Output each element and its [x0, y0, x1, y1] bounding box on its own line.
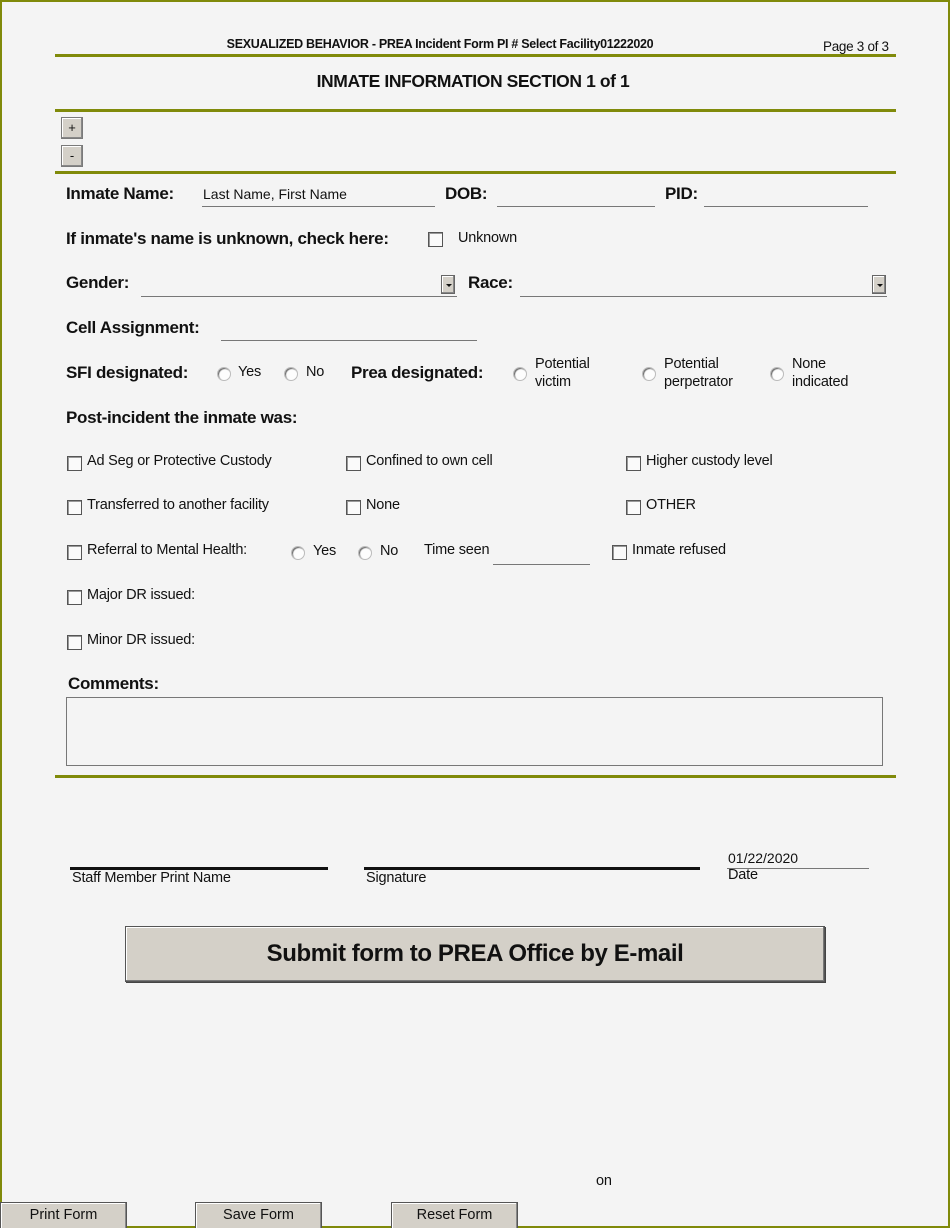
- time-seen-input[interactable]: [493, 544, 590, 564]
- referral-no-label: No: [380, 543, 399, 559]
- footer-on-text: on: [596, 1173, 612, 1189]
- section-title: INMATE INFORMATION SECTION 1 of 1: [316, 71, 630, 91]
- confined-own-cell-checkbox[interactable]: [346, 456, 361, 471]
- higher-custody-label: Higher custody level: [646, 453, 773, 469]
- other-checkbox[interactable]: [626, 500, 641, 515]
- section-divider-top: [55, 109, 896, 112]
- signature-label: Signature: [366, 870, 427, 886]
- sfi-yes-label: Yes: [238, 364, 262, 380]
- race-select[interactable]: [520, 276, 870, 296]
- date-input[interactable]: 01/22/2020: [728, 850, 799, 866]
- prea-potential-perpetrator-label: Potential perpetrator: [664, 356, 733, 390]
- comments-label: Comments:: [68, 674, 159, 693]
- reset-form-button[interactable]: Reset Form: [391, 1202, 518, 1228]
- prea-none-indicated-radio[interactable]: [770, 367, 784, 381]
- prea-potential-victim-label: Potential victim: [535, 356, 590, 390]
- inmate-refused-label: Inmate refused: [632, 542, 726, 558]
- comments-textarea[interactable]: [66, 697, 883, 766]
- remove-section-button[interactable]: -: [61, 145, 83, 167]
- unknown-name-label: If inmate's name is unknown, check here:: [66, 229, 389, 248]
- referral-mental-health-label: Referral to Mental Health:: [87, 542, 248, 558]
- minor-dr-checkbox[interactable]: [67, 635, 82, 650]
- post-incident-label: Post-incident the inmate was:: [66, 408, 298, 427]
- unknown-checkbox[interactable]: [428, 232, 443, 247]
- inmate-name-label: Inmate Name:: [66, 184, 174, 203]
- header-divider: [55, 54, 896, 57]
- dob-underline: [497, 206, 655, 207]
- prea-potential-victim-radio[interactable]: [513, 367, 527, 381]
- gender-select[interactable]: [141, 276, 441, 296]
- gender-underline: [141, 296, 457, 297]
- time-seen-label: Time seen: [424, 542, 490, 558]
- confined-own-cell-label: Confined to own cell: [366, 453, 493, 469]
- inmate-refused-checkbox[interactable]: [612, 545, 627, 560]
- cell-assignment-input[interactable]: [221, 320, 477, 340]
- minor-dr-label: Minor DR issued:: [87, 632, 195, 648]
- gender-label: Gender:: [66, 273, 130, 292]
- time-seen-underline: [493, 564, 590, 565]
- prea-potential-perpetrator-radio[interactable]: [642, 367, 656, 381]
- section-divider-end: [55, 775, 896, 778]
- dob-label: DOB:: [445, 184, 488, 203]
- print-name-label: Staff Member Print Name: [72, 870, 231, 886]
- print-form-button[interactable]: Print Form: [0, 1202, 127, 1228]
- sfi-label: SFI designated:: [66, 363, 189, 382]
- pid-underline: [704, 206, 868, 207]
- ad-seg-label: Ad Seg or Protective Custody: [87, 453, 272, 469]
- other-label: OTHER: [646, 497, 696, 513]
- inmate-name-underline: [202, 206, 435, 207]
- none-checkbox[interactable]: [346, 500, 361, 515]
- none-label: None: [366, 497, 400, 513]
- prea-label: Prea designated:: [351, 363, 484, 382]
- pid-input[interactable]: [704, 186, 868, 206]
- transferred-label: Transferred to another facility: [87, 497, 269, 513]
- cell-assignment-label: Cell Assignment:: [66, 318, 200, 337]
- ad-seg-checkbox[interactable]: [67, 456, 82, 471]
- referral-mental-health-checkbox[interactable]: [67, 545, 82, 560]
- race-label: Race:: [468, 273, 513, 292]
- submit-email-button[interactable]: Submit form to PREA Office by E-mail: [125, 926, 825, 982]
- gender-dropdown-arrow-icon[interactable]: [441, 275, 455, 294]
- section-divider-bottom: [55, 171, 896, 174]
- major-dr-label: Major DR issued:: [87, 587, 195, 603]
- inmate-name-input[interactable]: Last Name, First Name: [203, 186, 347, 202]
- pid-label: PID:: [665, 184, 698, 203]
- race-dropdown-arrow-icon[interactable]: [872, 275, 886, 294]
- form-title: SEXUALIZED BEHAVIOR - PREA Incident Form PI # Select Facility01222020: [226, 37, 654, 51]
- date-label: Date: [728, 867, 758, 883]
- higher-custody-checkbox[interactable]: [626, 456, 641, 471]
- referral-yes-label: Yes: [313, 543, 337, 559]
- transferred-checkbox[interactable]: [67, 500, 82, 515]
- sfi-no-radio[interactable]: [284, 367, 298, 381]
- referral-yes-radio[interactable]: [291, 546, 305, 560]
- cell-assignment-underline: [221, 340, 477, 341]
- unknown-option-label: Unknown: [458, 230, 518, 246]
- save-form-button[interactable]: Save Form: [195, 1202, 322, 1228]
- referral-no-radio[interactable]: [358, 546, 372, 560]
- dob-input[interactable]: [497, 186, 655, 206]
- sfi-no-label: No: [306, 364, 325, 380]
- add-section-button[interactable]: +: [61, 117, 83, 139]
- race-underline: [520, 296, 887, 297]
- sfi-yes-radio[interactable]: [217, 367, 231, 381]
- page-indicator: Page 3 of 3: [823, 39, 889, 54]
- major-dr-checkbox[interactable]: [67, 590, 82, 605]
- prea-none-indicated-label: None indicated: [792, 356, 849, 390]
